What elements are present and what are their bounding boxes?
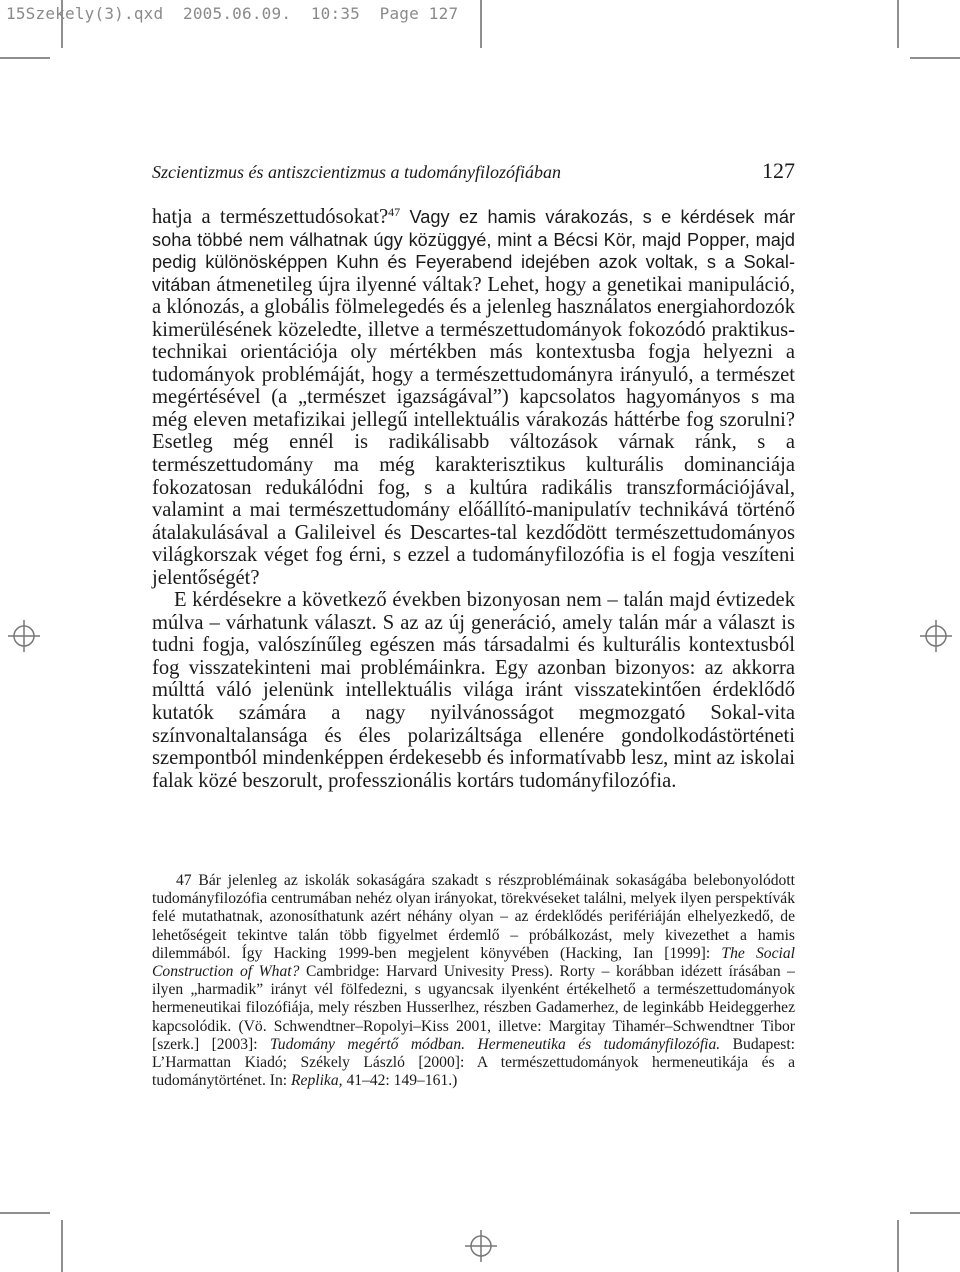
crop-mark-bottom-right-vertical [897, 1220, 899, 1272]
crop-mark-top-right-horizontal [910, 57, 960, 59]
crop-mark-top-center-vertical [480, 0, 482, 48]
footnote-title-2: Tudomány megértő módban. Hermeneutika és tudományfilozófia. [269, 1035, 721, 1053]
footnote-journal: Replika, [291, 1072, 343, 1090]
footnote-text-3: Budapest: L’Harmattan Kiadó; Székely László [2000]: A természettudományok hermeneutikája és a tudománytörténet. In: [152, 1035, 796, 1090]
footnote [152, 872, 795, 1090]
body-text [152, 206, 795, 792]
paragraph-1-rest: átmenetileg újra ilyenné váltak? Lehet, hogy a genetikai manipuláció, a klónozás, a globális fölmelegedés és a jelenleg használatos energiahordozók kimerülésének közeledte, illetve a természettudományok fokozódó praktikus-technikai orientációja oly mértékben más kontextusba fogja helyezni a tudományok problémáját, hogy a természettudományra irányuló, a természet megértésével (a „természet igazságával”) kapcsolatos hagyományos s ma még eleven metafizikai jellegű intellektuális várakozás háttérbe fog szorulni? Esetleg még ennél is radikálisabb változások várnak ránk, s a természettudomány ma még karakterisztikus kulturális dominanciája fokozatosan redukálódni fog, s a kultúra radikális transzformációjával, valamint a mai természettudomány előállító-manipulatív technikává történő átalakulásával a Galileivel és Descartes-tal kezdődött természettudományos világkorszak véget fog érni, s ezzel a tudományfilozófia is el fogja veszíteni jelentőségét? [152, 273, 795, 589]
page-number: 127 [762, 158, 795, 183]
paragraph-1-start: hatja a természettudósokat? [152, 206, 389, 228]
crop-mark-bottom-left-horizontal [0, 1212, 50, 1214]
crop-mark-top-right-vertical [897, 0, 899, 48]
footnote-text-2: Cambridge: Harvard Univesity Press). Rorty – korábban idézett írásában – ilyen „harmadik” irányt vél fölfedezni, s ugyancsak ilyenként értékelhető a természettudományok hermeneutikai filozófiája, mely részben Husserlhez, részben Gadamerhez, de leginkább Heideggerhez kapcsolódik. (Vö. Schwendtner–Ropolyi–Kiss 2001, illetve: Margitay Tihamér–Schwendtner Tibor [szerk.] [2003]: [152, 963, 795, 1053]
running-header-title: Szcientizmus és antiszcientizmus a tudományfilozófiában [152, 162, 561, 182]
footnote-reference: 47 [388, 205, 401, 219]
crop-mark-bottom-right-horizontal [910, 1212, 960, 1214]
crop-mark-top-left-horizontal [0, 57, 50, 59]
paragraph-1-sans-run: Vagy ez hamis várakozás, s e kérdések már soha többé nem válhatnak úgy közüggyé, mint a Bécsi Kör, majd Popper, majd pedig különösképpen Kuhn és Feyerabend idejében azok voltak, s a Sokal-vitában [152, 207, 795, 295]
registration-mark-bottom-icon [465, 1230, 497, 1262]
registration-mark-left-icon [8, 620, 40, 652]
paragraph-1 [152, 206, 795, 589]
paragraph-2: E kérdésekre a következő években bizonyosan nem – talán majd évtizedek múlva – várhatunk választ. S az az új generáció, amely talán már a választ is tudni fogja, valószínűleg egészen más társadalmi és kulturális kontextusból fog visszatekinteni mai problémáinkra. Egy azonban bizonyos: az akkorra múlttá váló jelenünk intellektuális világa iránt visszatekintően érdeklődő kutatók számára a nagy nyilvánosságot megmozgató Sokal-vita színvonaltalansága és éles polarizáltsága ellenére gondolkodástörténeti szempontból mindenképpen érdekesebb és informatívabb lesz, mint az iskolai falak közé beszorult, professzionális kortárs tudományfilozófia. [152, 589, 795, 792]
footnote-text-4: 41–42: 149–161.) [342, 1072, 458, 1090]
footnote-number: 47 [176, 872, 192, 889]
footnote-text-1: Bár jelenleg az iskolák sokaságára szakadt s részproblémáinak sokaságába belebonyolódott tudományfilozófia centrumában nehéz olyan irányokat, törekvéseket találni, melyek ilyen perspektívák felé mutathatnak, azonosíthatunk azért néhány olyan – az érdeklődés perifériáján elhelyezkedő, de lehetőségeit tekintve talán több figyelmet érdemlő – próbálkozást, mely kivezethet a hamis dilemmából. Így Hacking 1999-ben megjelent könyvében (Hacking, Ian [1999]: [152, 872, 796, 962]
file-slug: 15Szekely(3).qxd 2005.06.09. 10:35 Page 127 [6, 4, 459, 23]
crop-mark-bottom-left-vertical [61, 1220, 63, 1272]
footnote-title-1: The Social Construction of What? [152, 944, 795, 981]
registration-mark-right-icon [920, 620, 952, 652]
